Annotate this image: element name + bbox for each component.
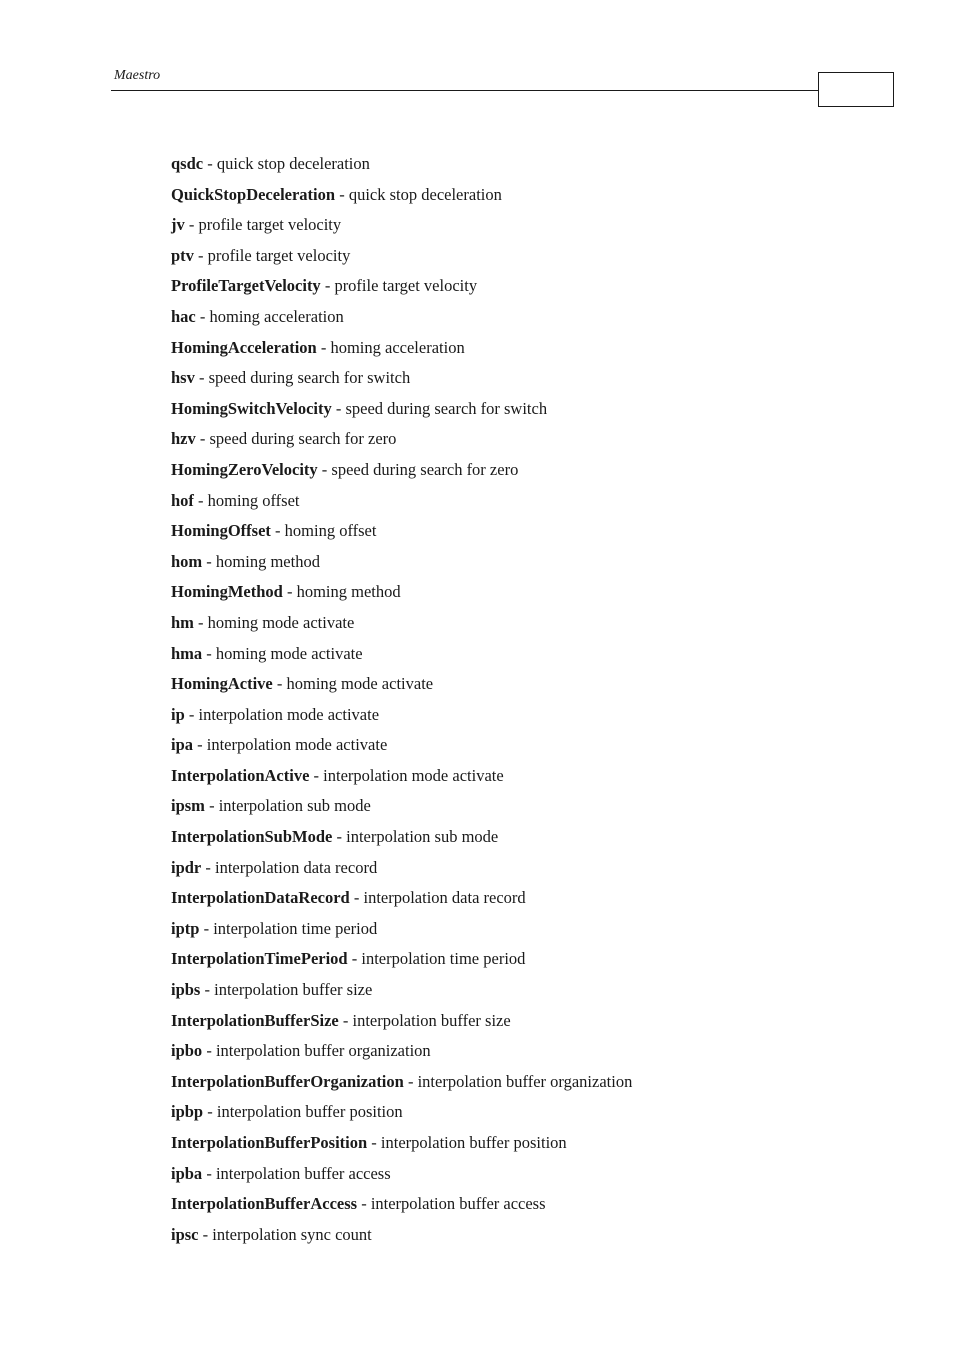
separator: -	[357, 1194, 371, 1214]
separator: -	[193, 612, 208, 632]
separator: -	[194, 368, 209, 388]
separator: -	[203, 154, 217, 173]
command-description: speed during search for switch	[345, 398, 548, 418]
separator: -	[201, 857, 216, 877]
command-description: homing offset	[284, 521, 377, 541]
command-description: speed during search for zero	[209, 429, 397, 449]
command-description: quick stop deceleration	[348, 184, 502, 204]
command-name: InterpolationTimePeriod	[171, 949, 348, 969]
command-description: homing acceleration	[330, 337, 465, 357]
command-name: ipsm	[171, 796, 205, 816]
list-item	[171, 1162, 632, 1193]
separator: -	[202, 1041, 216, 1061]
separator: -	[184, 704, 199, 724]
command-description: interpolation buffer size	[352, 1010, 511, 1030]
command-name: ipbp	[171, 1102, 204, 1122]
command-name: InterpolationBufferOrganization	[171, 1071, 404, 1091]
command-name: InterpolationActive	[171, 765, 310, 785]
list-item	[171, 672, 632, 703]
command-description: interpolation sync count	[212, 1224, 372, 1244]
list-item	[171, 611, 632, 642]
list-item	[171, 336, 632, 367]
list-item	[171, 978, 632, 1009]
separator: -	[317, 459, 332, 479]
command-description: speed during search for switch	[208, 368, 411, 388]
separator: -	[198, 1224, 213, 1244]
separator: -	[316, 337, 331, 357]
command-description: interpolation buffer access	[370, 1194, 546, 1214]
command-description: homing method	[296, 582, 401, 602]
command-description: interpolation mode activate	[323, 765, 504, 785]
command-name: hom	[171, 551, 203, 571]
list-item	[171, 1131, 632, 1162]
list-item	[171, 703, 632, 734]
separator: -	[309, 765, 324, 785]
separator: -	[200, 980, 215, 1000]
list-item	[171, 825, 632, 856]
command-name: HomingAcceleration	[171, 337, 317, 357]
list-item	[171, 519, 632, 550]
header-title: Maestro	[114, 68, 161, 83]
separator: -	[204, 796, 219, 816]
separator: -	[203, 1102, 217, 1122]
command-name: HomingMethod	[171, 582, 283, 602]
command-name: HomingOffset	[171, 521, 271, 541]
list-item	[171, 489, 632, 520]
list-item	[171, 642, 632, 673]
separator: -	[193, 245, 208, 265]
command-description: interpolation buffer position	[380, 1133, 567, 1152]
separator: -	[193, 490, 208, 510]
command-description: speed during search for zero	[331, 459, 519, 479]
separator: -	[335, 184, 349, 204]
command-name: ipa	[171, 735, 194, 755]
command-list	[171, 152, 632, 1253]
command-name: HomingSwitchVelocity	[171, 398, 332, 418]
command-name: ipbs	[171, 980, 201, 1000]
command-description: interpolation buffer organization	[215, 1041, 431, 1061]
page-number-box	[818, 72, 894, 107]
list-item	[171, 1070, 632, 1101]
list-item	[171, 1039, 632, 1070]
command-name: hma	[171, 643, 203, 663]
separator: -	[338, 1010, 353, 1030]
list-item	[171, 427, 632, 458]
list-item	[171, 1223, 632, 1254]
separator: -	[270, 521, 285, 541]
list-item	[171, 856, 632, 887]
list-item	[171, 580, 632, 611]
list-item	[171, 152, 632, 183]
list-item	[171, 917, 632, 948]
command-description: interpolation time period	[213, 918, 378, 938]
separator: -	[202, 1163, 216, 1183]
command-name: qsdc	[171, 154, 204, 173]
command-name: iptp	[171, 918, 200, 938]
command-description: quick stop deceleration	[216, 154, 370, 173]
list-item	[171, 1100, 632, 1131]
command-name: InterpolationBufferPosition	[171, 1133, 368, 1152]
command-name: ipbo	[171, 1041, 203, 1061]
command-description: homing mode activate	[286, 674, 434, 694]
command-name: hof	[171, 490, 194, 510]
list-item	[171, 947, 632, 978]
list-item	[171, 305, 632, 336]
command-description: profile target velocity	[198, 215, 342, 235]
command-name: HomingActive	[171, 674, 273, 694]
command-description: homing method	[215, 551, 320, 571]
separator: -	[331, 398, 346, 418]
list-item	[171, 1192, 632, 1223]
header-rule	[111, 90, 818, 91]
list-item	[171, 550, 632, 581]
separator: -	[272, 674, 287, 694]
command-name: hzv	[171, 429, 196, 449]
separator: -	[184, 215, 199, 235]
command-description: interpolation time period	[361, 949, 526, 969]
separator: -	[199, 918, 214, 938]
command-name: hac	[171, 306, 196, 326]
command-description: interpolation data record	[363, 888, 526, 908]
command-name: ipba	[171, 1163, 203, 1183]
command-name: ip	[171, 704, 185, 724]
command-description: profile target velocity	[207, 245, 351, 265]
command-description: interpolation buffer position	[216, 1102, 403, 1122]
command-description: homing acceleration	[209, 306, 344, 326]
command-description: interpolation mode activate	[206, 735, 388, 755]
command-description: profile target velocity	[334, 276, 478, 296]
command-name: InterpolationBufferSize	[171, 1010, 339, 1030]
command-name: jv	[171, 215, 185, 235]
command-description: interpolation buffer organization	[417, 1071, 633, 1091]
command-description: interpolation mode activate	[198, 704, 380, 724]
command-description: interpolation sub mode	[218, 796, 371, 816]
list-item	[171, 366, 632, 397]
list-item	[171, 886, 632, 917]
command-name: ipdr	[171, 857, 202, 877]
command-description: homing mode activate	[215, 643, 363, 663]
separator: -	[332, 827, 347, 847]
list-item	[171, 244, 632, 275]
command-name: InterpolationBufferAccess	[171, 1194, 358, 1214]
command-description: interpolation data record	[215, 857, 378, 877]
separator: -	[349, 888, 364, 908]
page-header	[0, 0, 954, 120]
command-description: interpolation buffer access	[215, 1163, 391, 1183]
command-name: hsv	[171, 368, 195, 388]
separator: -	[202, 643, 216, 663]
list-item	[171, 764, 632, 795]
command-description: interpolation sub mode	[346, 827, 499, 847]
command-name: HomingZeroVelocity	[171, 459, 318, 479]
list-item	[171, 794, 632, 825]
separator: -	[403, 1071, 418, 1091]
list-item	[171, 458, 632, 489]
list-item	[171, 733, 632, 764]
separator: -	[202, 551, 216, 571]
command-name: ipsc	[171, 1224, 199, 1244]
separator: -	[282, 582, 297, 602]
list-item	[171, 397, 632, 428]
list-item	[171, 274, 632, 305]
separator: -	[347, 949, 362, 969]
command-name: ProfileTargetVelocity	[171, 276, 321, 296]
command-description: interpolation buffer size	[214, 980, 373, 1000]
command-name: ptv	[171, 245, 194, 265]
command-name: InterpolationSubMode	[171, 827, 333, 847]
command-name: hm	[171, 612, 194, 632]
command-description: homing mode activate	[207, 612, 355, 632]
separator: -	[193, 735, 207, 755]
command-description: homing offset	[207, 490, 300, 510]
command-name: InterpolationDataRecord	[171, 888, 350, 908]
command-name: QuickStopDeceleration	[171, 184, 336, 204]
list-item	[171, 183, 632, 214]
separator: -	[320, 276, 335, 296]
list-item	[171, 1009, 632, 1040]
separator: -	[195, 306, 210, 326]
list-item	[171, 213, 632, 244]
separator: -	[367, 1133, 381, 1152]
separator: -	[195, 429, 210, 449]
